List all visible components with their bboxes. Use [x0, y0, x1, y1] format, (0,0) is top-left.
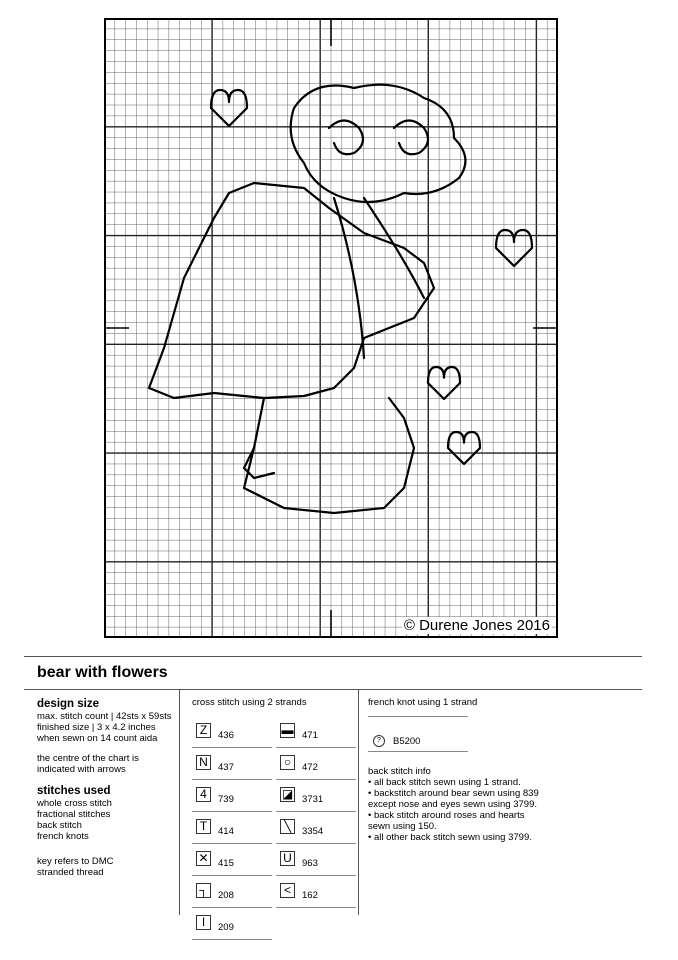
dmc-code: 436 — [218, 730, 234, 741]
dmc-code: 209 — [218, 922, 234, 933]
dmc-code: 437 — [218, 762, 234, 773]
symbol-entry — [192, 878, 276, 908]
stitch-type: french knots — [37, 831, 89, 842]
bear-legs-outline — [244, 398, 414, 513]
stitch-type: fractional stitches — [37, 809, 111, 820]
symbol-glyph: 4 — [196, 787, 211, 802]
stitch-type: whole cross stitch — [37, 798, 112, 809]
key-panel — [24, 656, 642, 933]
back-stitch-item: • all other back stitch sewn using 3799. — [368, 832, 532, 843]
symbol-glyph: ▬ — [281, 723, 294, 737]
column-divider — [179, 689, 180, 915]
chart-grid — [104, 18, 558, 638]
back-stitch-item: • backstitch around bear sewn using 839 — [368, 788, 539, 799]
rose-spiral — [394, 121, 428, 155]
symbol-entry — [192, 782, 276, 812]
symbol-glyph: T — [196, 819, 211, 834]
symbol-glyph: ┐ — [196, 883, 211, 898]
symbol-entry — [276, 782, 360, 812]
back-stitch-item: • all back stitch sewn using 1 strand. — [368, 777, 521, 788]
cross-stitch-column — [192, 697, 362, 940]
symbol-glyph: I — [196, 915, 211, 930]
symbol-glyph: < — [280, 883, 295, 898]
symbol-entry — [192, 814, 276, 844]
symbol-row — [192, 716, 362, 748]
symbol-entry — [276, 750, 360, 780]
symbol-row — [192, 908, 362, 940]
symbol-entry — [192, 910, 276, 940]
symbol-glyph: ◪ — [281, 787, 294, 801]
symbol-row — [192, 812, 362, 844]
design-size-line: when sewn on 14 count aida — [37, 733, 158, 744]
dmc-code: 963 — [302, 858, 318, 869]
design-size-line: finished size | 3 x 4.2 inches — [37, 722, 156, 733]
flower-stem — [364, 198, 424, 298]
dmc-note: key refers to DMC — [37, 856, 114, 867]
symbol-row — [192, 780, 362, 812]
symbol-row — [192, 844, 362, 876]
dmc-code: 414 — [218, 826, 234, 837]
knot-backstitch-column — [368, 697, 633, 843]
back-stitch-item: except nose and eyes sewn using 3799. — [368, 799, 538, 810]
symbol-entry — [276, 846, 360, 876]
back-stitch-item: sewn using 150. — [368, 821, 437, 832]
symbol-entry — [276, 814, 360, 844]
symbol-row — [192, 748, 362, 780]
bear-outline — [149, 183, 434, 398]
centre-note: the centre of the chart is — [37, 753, 139, 764]
design-size-heading: design size — [37, 698, 99, 710]
symbol-entry — [276, 878, 360, 908]
dmc-code: 472 — [302, 762, 318, 773]
dmc-code: 3731 — [302, 794, 324, 805]
symbol-entry — [192, 750, 276, 780]
dmc-code: 415 — [218, 858, 234, 869]
copyright: © Durene Jones 2016 — [403, 617, 550, 634]
symbol-entry — [276, 718, 360, 748]
dmc-note: stranded thread — [37, 867, 104, 878]
symbol-glyph: ╲ — [280, 819, 295, 834]
french-knot-header: french knot using 1 strand — [368, 697, 478, 708]
back-stitch-header: back stitch info — [368, 766, 431, 777]
heart-outline — [211, 90, 247, 126]
cross-stitch-chart — [104, 18, 558, 638]
symbol-key — [192, 716, 362, 940]
stitch-type: back stitch — [37, 820, 82, 831]
french-knot-code: B5200 — [393, 735, 421, 747]
french-knot-entry — [368, 733, 633, 749]
symbol-glyph: ✕ — [196, 851, 211, 866]
dmc-code: 739 — [218, 794, 234, 805]
back-stitch-item: • back stitch around roses and hearts — [368, 810, 525, 821]
symbol-glyph: Z — [196, 723, 211, 738]
french-knot-icon: ? — [373, 735, 385, 747]
symbol-glyph: U — [280, 851, 295, 866]
heart-outline — [428, 367, 460, 399]
dmc-code: 208 — [218, 890, 234, 901]
design-size-line: max. stitch count | 42sts x 59sts — [37, 711, 172, 722]
cross-stitch-header: cross stitch using 2 strands — [192, 697, 307, 708]
design-title: bear with flowers — [37, 664, 168, 681]
symbol-glyph: ○ — [280, 755, 295, 770]
symbol-glyph: N — [196, 755, 211, 770]
column-divider — [358, 689, 359, 915]
centre-note: indicated with arrows — [37, 764, 126, 775]
back-stitch-list — [368, 777, 633, 843]
dmc-code: 3354 — [302, 826, 324, 837]
symbol-entry — [192, 718, 276, 748]
symbol-row — [192, 876, 362, 908]
design-info-column — [37, 697, 177, 878]
rose-spiral — [329, 121, 363, 155]
dmc-code: 162 — [302, 890, 318, 901]
stitches-used-heading: stitches used — [37, 785, 111, 797]
heart-outline — [448, 432, 480, 464]
symbol-entry — [192, 846, 276, 876]
dmc-code: 471 — [302, 730, 318, 741]
